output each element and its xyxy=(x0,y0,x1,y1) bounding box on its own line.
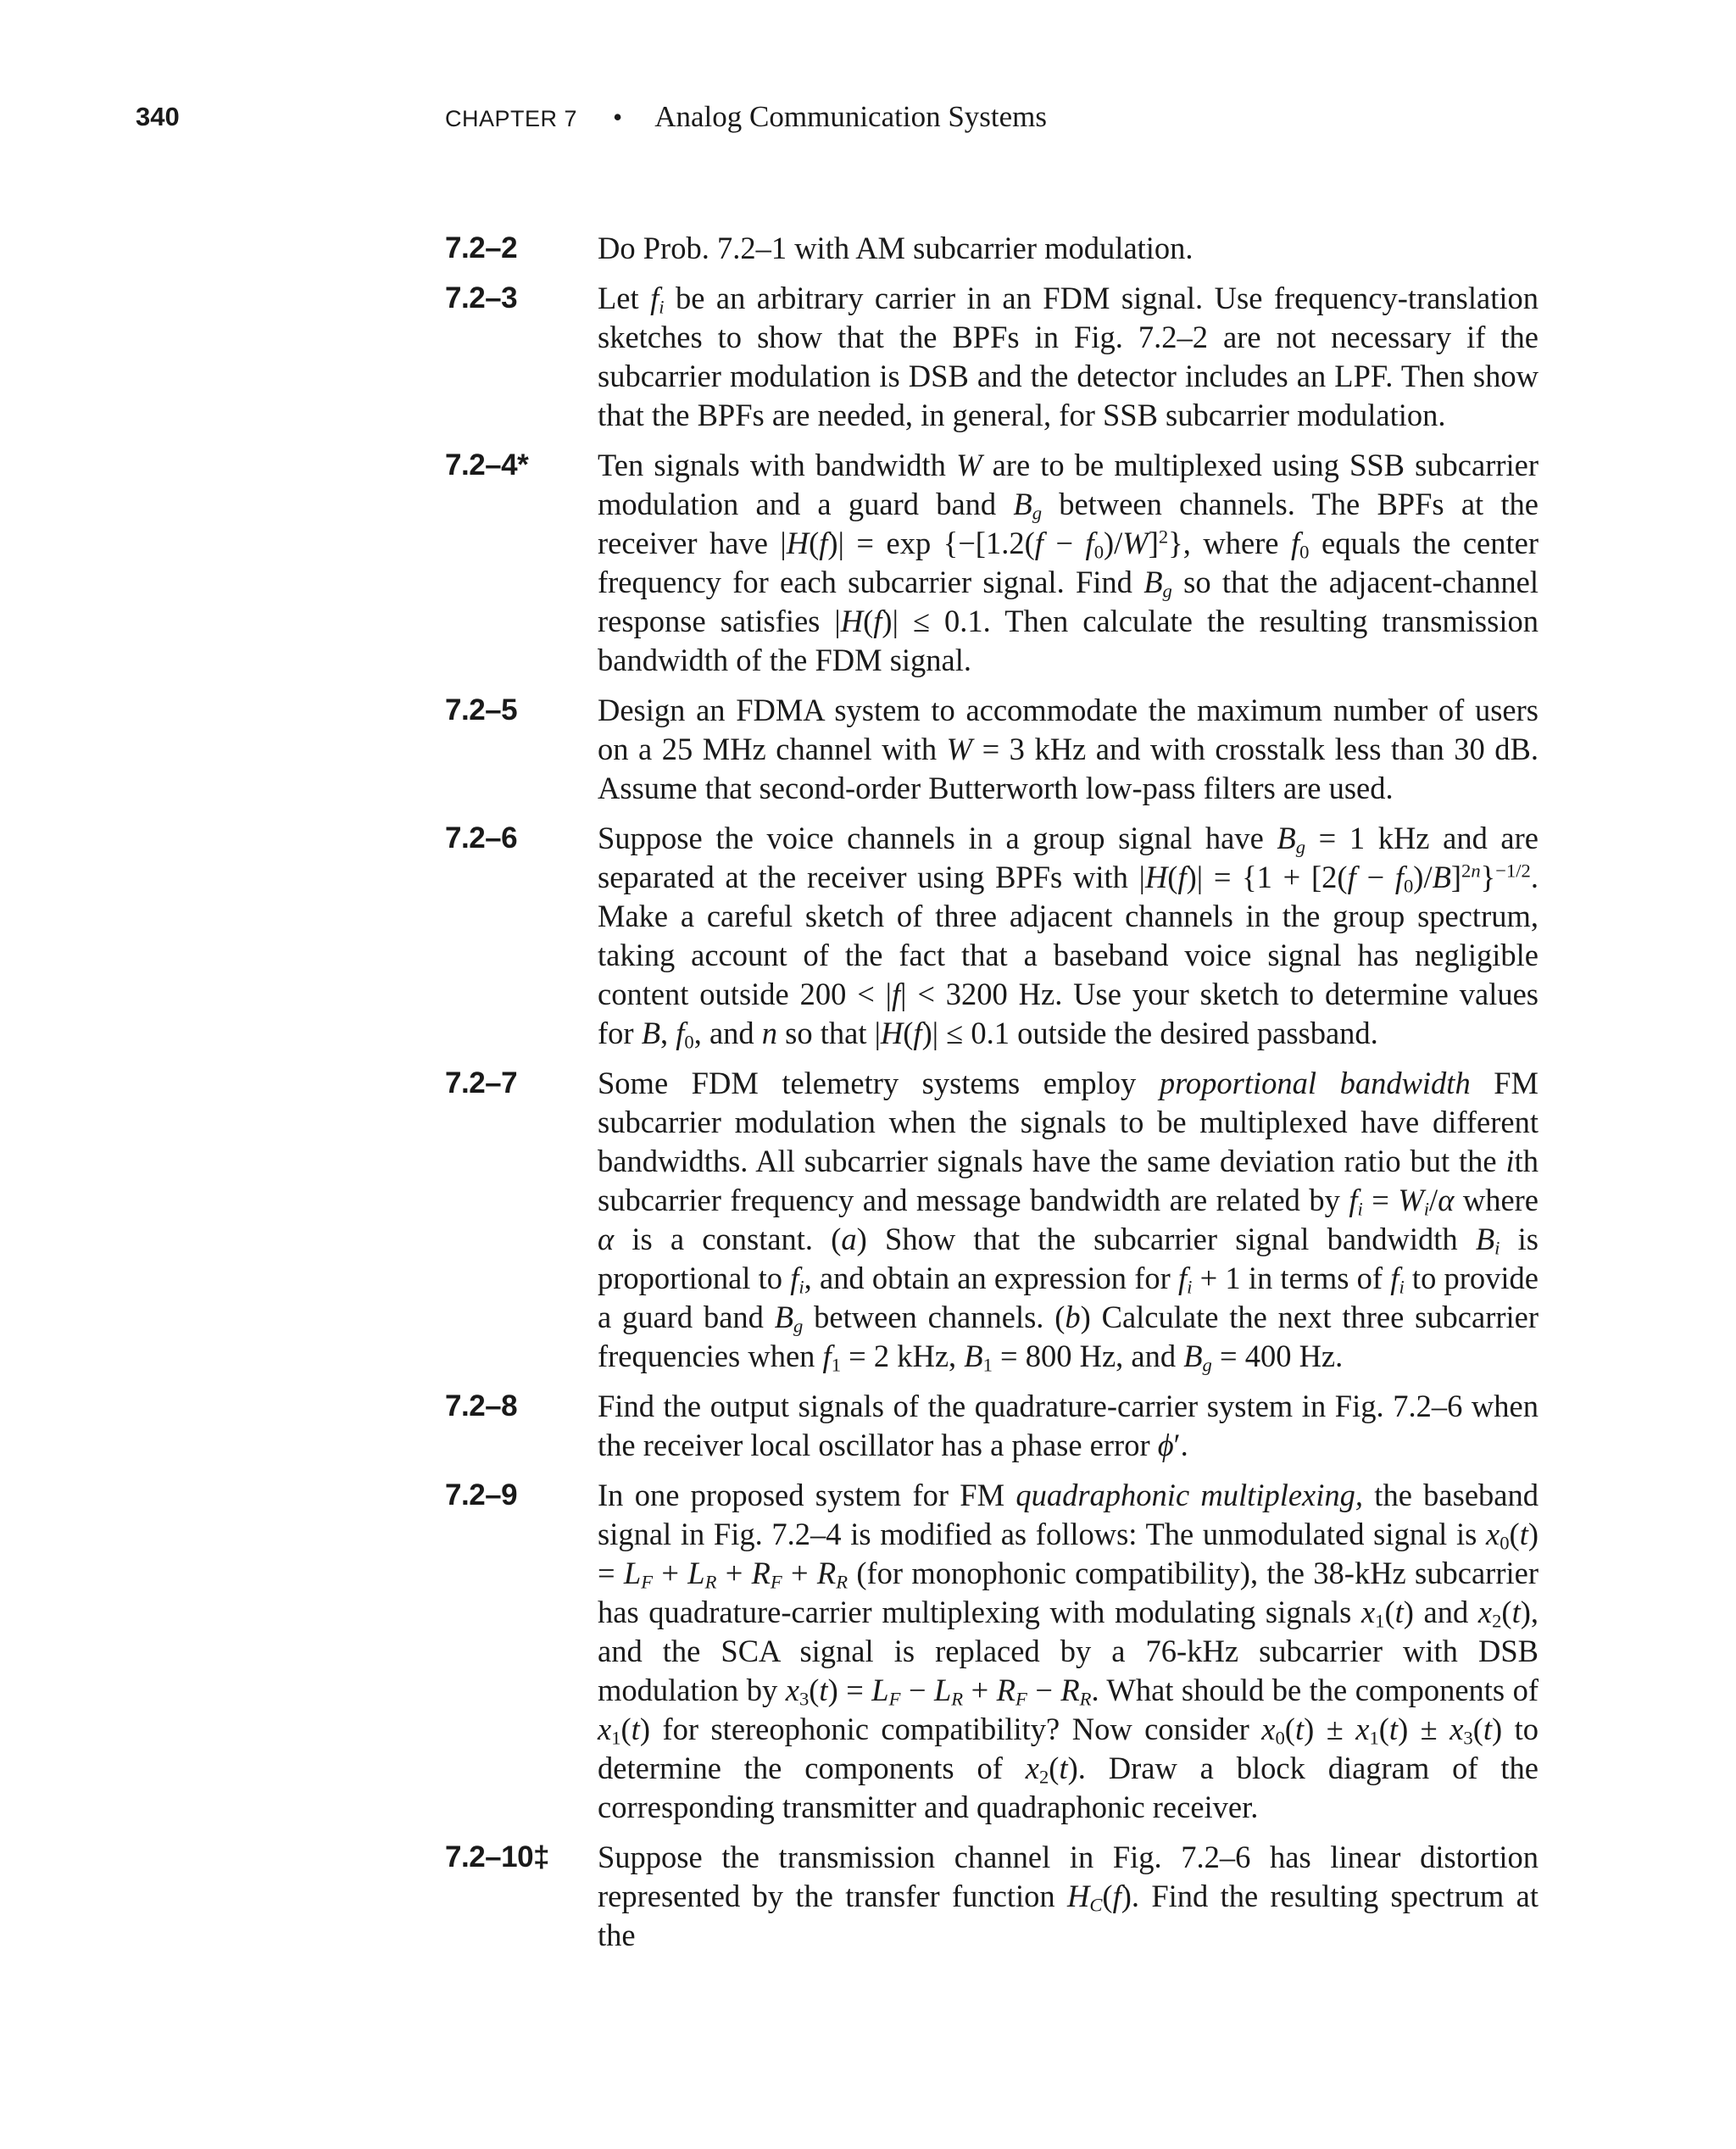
problem-number: 7.2–3 xyxy=(445,281,518,315)
problem-text: Suppose the transmission channel in Fig. 7.2–6 has linear distortion represented by the transfer function $H_C(f)$. Find the resulting spectrum at the xyxy=(598,1840,1538,1952)
problem-number: 7.2–10‡ xyxy=(445,1840,550,1873)
problem-text: Let $f_i$ be an arbitrary carrier in an FDM signal. Use frequency-translation sketches to show that the BPFs in Fig. 7.2–2 are not necessary if the subcarrier modulation is DSB and the detector includes an LPF. Then show that the BPFs are needed, in general, for SSB subcarrier modulation. xyxy=(598,281,1538,432)
problem-number: 7.2–7 xyxy=(445,1066,518,1100)
problem-number: 7.2–2 xyxy=(445,231,518,264)
problem-text: Ten signals with bandwidth W are to be multiplexed using SSB subcarrier modulation and a guard band $B_g$ between channels. The BPFs at the receiver have $|H(f)| = \exp \{-[1.2(f - f_0)/W]^2\}$, where $f_0$ equals the center frequency for each subcarrier signal. Find $B_g$ so that the adjacent-channel response satisfies |H(f)| ≤ 0.1. Then calculate the resulting transmission bandwidth of the FDM signal. xyxy=(598,448,1539,677)
problem-7-2-3 xyxy=(445,279,1538,435)
problem-number: 7.2–5 xyxy=(445,693,518,727)
page-number: 340 xyxy=(136,102,180,131)
problem-7-2-5 xyxy=(445,691,1538,808)
chapter-title: Analog Communication Systems xyxy=(654,100,1048,133)
problem-7-2-4 xyxy=(445,446,1538,680)
problem-text: Do Prob. 7.2–1 with AM subcarrier modulation. xyxy=(598,231,1194,265)
problem-number: 7.2–6 xyxy=(445,821,518,855)
problem-7-2-10 xyxy=(445,1838,1538,1955)
problem-7-2-9 xyxy=(445,1476,1538,1827)
problem-number: 7.2–4* xyxy=(445,448,529,482)
problem-text: Suppose the voice channels in a group signal have $B_g = 1$ kHz and are separated at the receiver using BPFs with $|H(f)| = \{1 + [2(f - f_0)/B]^{2n}\}^{-1/2}$. Make a careful sketch of three adjacent channels in the group spectrum, taking account of the fact that a baseband voice signal has negligible content outside 200 < |f| < 3200 Hz. Use your sketch to determine values for B, $f_0$, and n so that |H(f)| ≤ 0.1 outside the desired passband. xyxy=(598,821,1538,1053)
problem-text: Some FDM telemetry systems employ proportional bandwidth FM subcarrier modulation when the signals to be multiplexed have different bandwidths. All subcarrier signals have the same deviation ratio but the ith subcarrier frequency and message bandwidth are related by $f_i = W_i/\alpha$ where α is a constant. (a) Show that the subcarrier signal bandwidth $B_i$ is proportional to $f_i$, and obtain an expression for $f_i + 1$ in terms of $f_i$ to provide a guard band $B_g$ between channels. (b) Calculate the next three subcarrier frequencies when $f_1 = 2$ kHz, $B_1 = 800$ Hz, and $B_g = 400$ Hz. xyxy=(598,1066,1539,1376)
problem-text: Design an FDMA system to accommodate the maximum number of users on a 25 MHz channel with W = 3 kHz and with crosstalk less than 30 dB. Assume that second-order Butterworth low-pass filters are used. xyxy=(598,693,1538,805)
running-head xyxy=(445,100,1047,134)
problem-7-2-7 xyxy=(445,1064,1538,1376)
problem-number: 7.2–9 xyxy=(445,1478,518,1512)
problem-7-2-2 xyxy=(445,229,1538,268)
header-bullet: • xyxy=(613,102,623,132)
problem-7-2-8 xyxy=(445,1387,1538,1465)
problem-number: 7.2–8 xyxy=(445,1389,518,1422)
problem-text: Find the output signals of the quadrature-carrier system in Fig. 7.2–6 when the receiver local oscillator has a phase error ϕ′. xyxy=(598,1389,1538,1462)
problem-7-2-6 xyxy=(445,819,1538,1053)
problem-text: In one proposed system for FM quadraphonic multiplexing, the baseband signal in Fig. 7.2–4 is modified as follows: The unmodulated signal is $x_0(t) = L_F + L_R + R_F + R_R$ (for monophonic compatibility), the 38-kHz subcarrier has quadrature-carrier multiplexing with modulating signals $x_1(t)$ and $x_2(t)$, and the SCA signal is replaced by a 76-kHz subcarrier with DSB modulation by $x_3(t) = L_F - L_R + R_F - R_R$. What should be the components of $x_1(t)$ for stereophonic compatibility? Now consider $x_0(t) \pm x_1(t) \pm x_3(t)$ to determine the components of $x_2(t)$. Draw a block diagram of the corresponding transmitter and quadraphonic receiver. xyxy=(598,1478,1539,1824)
problem-list xyxy=(445,229,1538,1966)
chapter-label: CHAPTER 7 xyxy=(445,106,578,131)
